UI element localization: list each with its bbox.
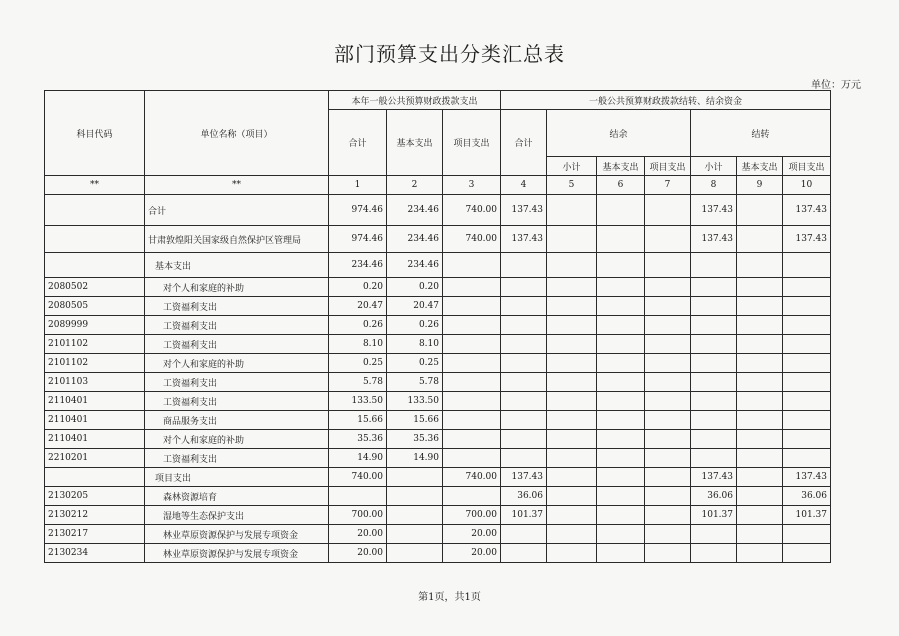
amount-cell xyxy=(597,316,645,335)
amount-cell: 234.46 xyxy=(387,253,443,278)
table-row xyxy=(45,449,831,468)
amount-cell xyxy=(783,392,831,411)
amount-cell xyxy=(691,392,737,411)
header-jiezhuan: 结转 xyxy=(691,110,831,157)
account-code-cell: 2130217 xyxy=(45,525,145,544)
amount-cell xyxy=(597,354,645,373)
table-row xyxy=(45,226,831,253)
amount-cell xyxy=(737,297,783,316)
amount-cell xyxy=(783,449,831,468)
amount-cell xyxy=(645,297,691,316)
amount-cell xyxy=(443,392,501,411)
amount-cell: 137.43 xyxy=(501,226,547,253)
amount-cell: 20.00 xyxy=(443,544,501,563)
header-code: 科目代码 xyxy=(45,91,145,176)
item-name-cell: 商品服务支出 xyxy=(145,411,329,430)
amount-cell xyxy=(691,297,737,316)
amount-cell xyxy=(443,373,501,392)
amount-cell xyxy=(691,253,737,278)
amount-cell: 36.06 xyxy=(783,487,831,506)
amount-cell xyxy=(387,487,443,506)
amount-cell: 740.00 xyxy=(329,468,387,487)
page-footer: 第1页，共1页 xyxy=(418,592,481,603)
item-name-cell: 对个人和家庭的补助 xyxy=(145,278,329,297)
amount-cell xyxy=(547,468,597,487)
amount-cell xyxy=(737,278,783,297)
amount-cell xyxy=(547,544,597,563)
header-total: 合计 xyxy=(329,110,387,176)
amount-cell xyxy=(645,392,691,411)
table-row xyxy=(45,316,831,335)
amount-cell xyxy=(737,373,783,392)
amount-cell xyxy=(645,487,691,506)
amount-cell xyxy=(501,544,547,563)
item-name-cell: 工资福利支出 xyxy=(145,316,329,335)
amount-cell xyxy=(547,253,597,278)
item-name-cell: 工资福利支出 xyxy=(145,373,329,392)
amount-cell xyxy=(443,253,501,278)
amount-cell xyxy=(783,373,831,392)
amount-cell xyxy=(645,373,691,392)
amount-cell xyxy=(783,430,831,449)
index-cell: 6 xyxy=(597,176,645,195)
item-name-cell: 工资福利支出 xyxy=(145,335,329,354)
amount-cell xyxy=(501,430,547,449)
account-code-cell: 2089999 xyxy=(45,316,145,335)
amount-cell xyxy=(501,253,547,278)
amount-cell: 700.00 xyxy=(443,506,501,525)
account-code-cell xyxy=(45,226,145,253)
amount-cell xyxy=(443,278,501,297)
amount-cell xyxy=(783,335,831,354)
amount-cell xyxy=(737,226,783,253)
amount-cell xyxy=(597,297,645,316)
amount-cell: 137.43 xyxy=(691,195,737,226)
amount-cell xyxy=(737,316,783,335)
budget-table xyxy=(44,90,831,563)
amount-cell: 740.00 xyxy=(443,468,501,487)
amount-cell: 5.78 xyxy=(329,373,387,392)
amount-cell xyxy=(443,297,501,316)
table-row xyxy=(45,544,831,563)
header-group-b: 一般公共预算财政拨款结转、结余资金 xyxy=(501,91,831,110)
amount-cell xyxy=(443,487,501,506)
header-row-1 xyxy=(45,91,831,110)
amount-cell: 101.37 xyxy=(691,506,737,525)
table-row xyxy=(45,487,831,506)
account-code-cell: 2130212 xyxy=(45,506,145,525)
index-cell: 1 xyxy=(329,176,387,195)
item-name-cell: 项目支出 xyxy=(145,468,329,487)
amount-cell: 8.10 xyxy=(387,335,443,354)
amount-cell xyxy=(547,226,597,253)
account-code-cell: 2210201 xyxy=(45,449,145,468)
table-row xyxy=(45,525,831,544)
amount-cell xyxy=(691,544,737,563)
amount-cell xyxy=(645,253,691,278)
amount-cell xyxy=(443,430,501,449)
account-code-cell: 2110401 xyxy=(45,392,145,411)
amount-cell xyxy=(645,195,691,226)
amount-cell: 0.20 xyxy=(387,278,443,297)
amount-cell xyxy=(597,411,645,430)
amount-cell xyxy=(691,278,737,297)
amount-cell xyxy=(737,506,783,525)
amount-cell xyxy=(547,195,597,226)
amount-cell xyxy=(547,373,597,392)
item-name-cell: 对个人和家庭的补助 xyxy=(145,430,329,449)
amount-cell: 974.46 xyxy=(329,195,387,226)
amount-cell xyxy=(737,449,783,468)
item-name-cell: 工资福利支出 xyxy=(145,297,329,316)
amount-cell: 15.66 xyxy=(329,411,387,430)
amount-cell xyxy=(597,525,645,544)
amount-cell xyxy=(501,525,547,544)
index-cell: 10 xyxy=(783,176,831,195)
amount-cell: 14.90 xyxy=(329,449,387,468)
amount-cell xyxy=(501,392,547,411)
amount-cell: 8.10 xyxy=(329,335,387,354)
amount-cell xyxy=(737,335,783,354)
amount-cell xyxy=(443,449,501,468)
table-body xyxy=(45,91,831,563)
amount-cell xyxy=(597,278,645,297)
table-row xyxy=(45,411,831,430)
amount-cell xyxy=(645,525,691,544)
amount-cell xyxy=(645,316,691,335)
amount-cell: 15.66 xyxy=(387,411,443,430)
amount-cell xyxy=(597,253,645,278)
header-group-a: 本年一般公共预算财政拨款支出 xyxy=(329,91,501,110)
item-name-cell: 甘肃敦煌阳关国家级自然保护区管理局 xyxy=(145,226,329,253)
amount-cell xyxy=(547,487,597,506)
amount-cell xyxy=(737,253,783,278)
amount-cell: 14.90 xyxy=(387,449,443,468)
amount-cell: 133.50 xyxy=(329,392,387,411)
amount-cell xyxy=(737,544,783,563)
amount-cell xyxy=(501,335,547,354)
amount-cell xyxy=(501,278,547,297)
amount-cell: 20.00 xyxy=(443,525,501,544)
amount-cell xyxy=(597,430,645,449)
amount-cell xyxy=(501,411,547,430)
amount-cell xyxy=(443,411,501,430)
table-row xyxy=(45,195,831,226)
amount-cell: 5.78 xyxy=(387,373,443,392)
table-row xyxy=(45,506,831,525)
amount-cell xyxy=(691,373,737,392)
amount-cell xyxy=(691,335,737,354)
amount-cell xyxy=(597,468,645,487)
amount-cell xyxy=(547,278,597,297)
amount-cell xyxy=(597,195,645,226)
amount-cell xyxy=(783,354,831,373)
unit-label: 单位：万元 xyxy=(811,80,861,91)
amount-cell xyxy=(547,354,597,373)
amount-cell xyxy=(783,411,831,430)
amount-cell: 137.43 xyxy=(691,226,737,253)
amount-cell: 137.43 xyxy=(783,468,831,487)
account-code-cell: 2080505 xyxy=(45,297,145,316)
table-row xyxy=(45,392,831,411)
item-name-cell: 合计 xyxy=(145,195,329,226)
amount-cell: 0.26 xyxy=(387,316,443,335)
header-project3: 项目支出 xyxy=(783,157,831,176)
amount-cell: 36.06 xyxy=(691,487,737,506)
table-row xyxy=(45,430,831,449)
amount-cell: 133.50 xyxy=(387,392,443,411)
amount-cell xyxy=(691,411,737,430)
amount-cell xyxy=(547,411,597,430)
table-row xyxy=(45,354,831,373)
amount-cell: 137.43 xyxy=(501,468,547,487)
amount-cell xyxy=(597,335,645,354)
amount-cell: 234.46 xyxy=(329,253,387,278)
amount-cell xyxy=(645,449,691,468)
header-name: 单位名称（项目） xyxy=(145,91,329,176)
amount-cell: 0.20 xyxy=(329,278,387,297)
amount-cell xyxy=(645,411,691,430)
amount-cell: 35.36 xyxy=(329,430,387,449)
amount-cell xyxy=(737,468,783,487)
amount-cell xyxy=(501,373,547,392)
item-name-cell: 对个人和家庭的补助 xyxy=(145,354,329,373)
table-row xyxy=(45,278,831,297)
amount-cell xyxy=(645,544,691,563)
amount-cell: 137.43 xyxy=(783,226,831,253)
account-code-cell xyxy=(45,468,145,487)
amount-cell: 740.00 xyxy=(443,226,501,253)
page-title: 部门预算支出分类汇总表 xyxy=(334,42,565,66)
header-basic3: 基本支出 xyxy=(737,157,783,176)
table-row xyxy=(45,253,831,278)
amount-cell: 137.43 xyxy=(783,195,831,226)
header-project2: 项目支出 xyxy=(645,157,691,176)
amount-cell xyxy=(783,525,831,544)
amount-cell xyxy=(737,392,783,411)
amount-cell xyxy=(645,468,691,487)
amount-cell xyxy=(387,525,443,544)
amount-cell xyxy=(645,430,691,449)
index-cell: 3 xyxy=(443,176,501,195)
amount-cell xyxy=(783,278,831,297)
item-name-cell: 基本支出 xyxy=(145,253,329,278)
amount-cell xyxy=(547,316,597,335)
amount-cell xyxy=(737,525,783,544)
item-name-cell: 林业草原资源保护与发展专项资金 xyxy=(145,544,329,563)
amount-cell: 974.46 xyxy=(329,226,387,253)
account-code-cell: 2080502 xyxy=(45,278,145,297)
item-name-cell: 湿地等生态保护支出 xyxy=(145,506,329,525)
amount-cell xyxy=(387,544,443,563)
amount-cell: 36.06 xyxy=(501,487,547,506)
amount-cell xyxy=(645,278,691,297)
amount-cell xyxy=(737,354,783,373)
amount-cell: 234.46 xyxy=(387,195,443,226)
account-code-cell: 2101102 xyxy=(45,354,145,373)
amount-cell xyxy=(547,392,597,411)
amount-cell: 137.43 xyxy=(691,468,737,487)
amount-cell xyxy=(691,316,737,335)
amount-cell xyxy=(547,430,597,449)
item-name-cell: 森林资源培育 xyxy=(145,487,329,506)
index-row xyxy=(45,176,831,195)
amount-cell xyxy=(597,544,645,563)
amount-cell xyxy=(645,354,691,373)
amount-cell xyxy=(443,335,501,354)
amount-cell xyxy=(547,525,597,544)
amount-cell xyxy=(501,297,547,316)
account-code-cell: 2130205 xyxy=(45,487,145,506)
header-basic: 基本支出 xyxy=(387,110,443,176)
table-row xyxy=(45,335,831,354)
amount-cell xyxy=(501,449,547,468)
amount-cell: 0.26 xyxy=(329,316,387,335)
amount-cell xyxy=(597,487,645,506)
index-cell: 5 xyxy=(547,176,597,195)
amount-cell xyxy=(547,506,597,525)
account-code-cell: 2130234 xyxy=(45,544,145,563)
amount-cell xyxy=(737,430,783,449)
table-row xyxy=(45,373,831,392)
amount-cell: 0.25 xyxy=(329,354,387,373)
header-subtotal2: 小计 xyxy=(691,157,737,176)
amount-cell: 20.47 xyxy=(387,297,443,316)
amount-cell: 700.00 xyxy=(329,506,387,525)
amount-cell: 20.00 xyxy=(329,525,387,544)
amount-cell: 101.37 xyxy=(501,506,547,525)
amount-cell xyxy=(443,316,501,335)
index-cell: 8 xyxy=(691,176,737,195)
amount-cell: 20.00 xyxy=(329,544,387,563)
amount-cell xyxy=(737,195,783,226)
amount-cell xyxy=(547,297,597,316)
account-code-cell xyxy=(45,195,145,226)
amount-cell xyxy=(737,487,783,506)
amount-cell xyxy=(691,449,737,468)
account-code-cell xyxy=(45,253,145,278)
amount-cell xyxy=(737,411,783,430)
amount-cell xyxy=(691,430,737,449)
account-code-cell: 2110401 xyxy=(45,411,145,430)
amount-cell xyxy=(691,354,737,373)
amount-cell xyxy=(645,226,691,253)
index-cell: 2 xyxy=(387,176,443,195)
index-cell: ** xyxy=(145,176,329,195)
amount-cell xyxy=(783,544,831,563)
amount-cell xyxy=(783,316,831,335)
table-row xyxy=(45,297,831,316)
amount-cell: 35.36 xyxy=(387,430,443,449)
header-subtotal: 小计 xyxy=(547,157,597,176)
amount-cell: 740.00 xyxy=(443,195,501,226)
amount-cell xyxy=(329,487,387,506)
item-name-cell: 工资福利支出 xyxy=(145,392,329,411)
amount-cell xyxy=(597,449,645,468)
amount-cell: 20.47 xyxy=(329,297,387,316)
amount-cell xyxy=(597,392,645,411)
item-name-cell: 林业草原资源保护与发展专项资金 xyxy=(145,525,329,544)
amount-cell xyxy=(691,525,737,544)
amount-cell xyxy=(783,253,831,278)
amount-cell xyxy=(597,506,645,525)
amount-cell xyxy=(645,335,691,354)
header-basic2: 基本支出 xyxy=(597,157,645,176)
amount-cell xyxy=(387,468,443,487)
amount-cell xyxy=(501,316,547,335)
amount-cell xyxy=(501,354,547,373)
header-project: 项目支出 xyxy=(443,110,501,176)
amount-cell xyxy=(547,449,597,468)
item-name-cell: 工资福利支出 xyxy=(145,449,329,468)
amount-cell xyxy=(597,226,645,253)
index-cell: 9 xyxy=(737,176,783,195)
amount-cell xyxy=(443,354,501,373)
index-cell: 4 xyxy=(501,176,547,195)
account-code-cell: 2101103 xyxy=(45,373,145,392)
index-cell: 7 xyxy=(645,176,691,195)
amount-cell xyxy=(387,506,443,525)
account-code-cell: 2110401 xyxy=(45,430,145,449)
account-code-cell: 2101102 xyxy=(45,335,145,354)
amount-cell: 0.25 xyxy=(387,354,443,373)
amount-cell: 137.43 xyxy=(501,195,547,226)
header-b-total: 合计 xyxy=(501,110,547,176)
amount-cell: 234.46 xyxy=(387,226,443,253)
amount-cell xyxy=(597,373,645,392)
amount-cell: 101.37 xyxy=(783,506,831,525)
header-jieyu: 结余 xyxy=(547,110,691,157)
amount-cell xyxy=(645,506,691,525)
amount-cell xyxy=(783,297,831,316)
table-row xyxy=(45,468,831,487)
index-cell: ** xyxy=(45,176,145,195)
amount-cell xyxy=(547,335,597,354)
